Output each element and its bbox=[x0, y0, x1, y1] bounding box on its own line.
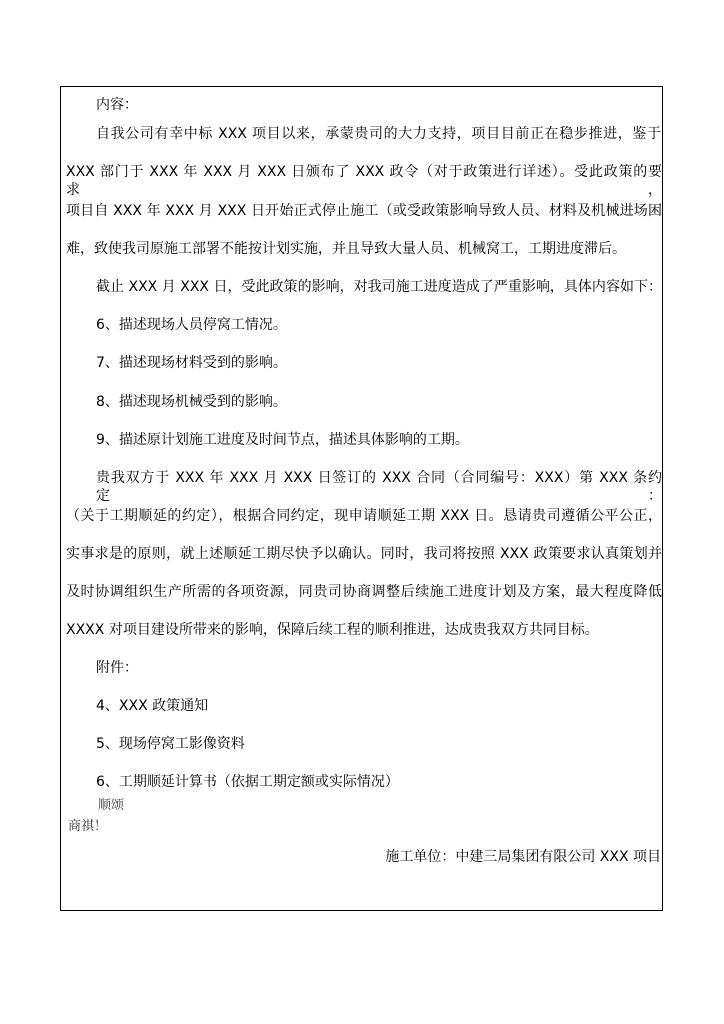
paragraph-line: XXXX 对项目建设所带来的影响，保障后续工程的顺利推进，达成贵我双方共同目标。 bbox=[66, 622, 599, 638]
closing-salutation: 顺颂 bbox=[98, 798, 125, 813]
paragraph-line: 截止 XXX 月 XXX 日，受此政策的影响，对我司施工进度造成了严重影响，具体内容如下： bbox=[96, 279, 662, 295]
paragraph-line: 项目自 XXX 年 XXX 月 XXX 日开始正式停止施工（或受政策影响导致人员、材料及机械进场困 bbox=[66, 203, 662, 219]
paragraph-line: （关于工期顺延的约定），根据合同约定，现申请顺延工期 XXX 日。恳请贵司遵循公平公正， bbox=[66, 508, 662, 524]
list-item: 8、描述现场机械受到的影响。 bbox=[96, 394, 287, 410]
paragraph-line: 实事求是的原则，就上述顺延工期尽快予以确认。同时，我司将按照 XXX 政策要求认真策划并 bbox=[66, 546, 662, 562]
closing-salutation: 商祺！ bbox=[68, 819, 108, 834]
list-item: 6、描述现场人员停窝工情况。 bbox=[96, 317, 287, 333]
attachment-item: 6、工期顺延计算书（依据工期定额或实际情况） bbox=[96, 774, 399, 790]
list-item: 9、描述原计划施工进度及时间节点，描述具体影响的工期。 bbox=[96, 432, 469, 448]
paragraph-line: 自我公司有幸中标 XXX 项目以来，承蒙贵司的大力支持，项目目前正在稳步推进，鉴于 bbox=[96, 126, 661, 142]
attachments-heading: 附件： bbox=[96, 660, 138, 676]
paragraph-line: 难，致使我司原施工部署不能按计划实施，并且导致大量人员、机械窝工，工期进度滞后。 bbox=[66, 241, 626, 257]
content-heading: 内容： bbox=[96, 97, 138, 113]
paragraph-line: 及时协调组织生产所需的各项资源，同贵司协商调整后续施工进度计划及方案，最大程度降低 bbox=[66, 584, 662, 600]
paragraph-line: XXX 部门于 XXX 年 XXX 月 XXX 日颁布了 XXX 政令（对于政策进行详述）。受此政策的要求， bbox=[66, 164, 662, 198]
attachment-item: 4、XXX 政策通知 bbox=[96, 698, 209, 714]
paragraph-line: 贵我双方于 XXX 年 XXX 月 XXX 日签订的 XXX 合同（合同编号：XXX）第 XXX 条约定： bbox=[96, 470, 662, 504]
attachment-item: 5、现场停窝工影像资料 bbox=[96, 736, 245, 752]
signature-unit: 施工单位：中建三局集团有限公司 XXX 项目 bbox=[385, 849, 661, 865]
list-item: 7、描述现场材料受到的影响。 bbox=[96, 355, 287, 371]
